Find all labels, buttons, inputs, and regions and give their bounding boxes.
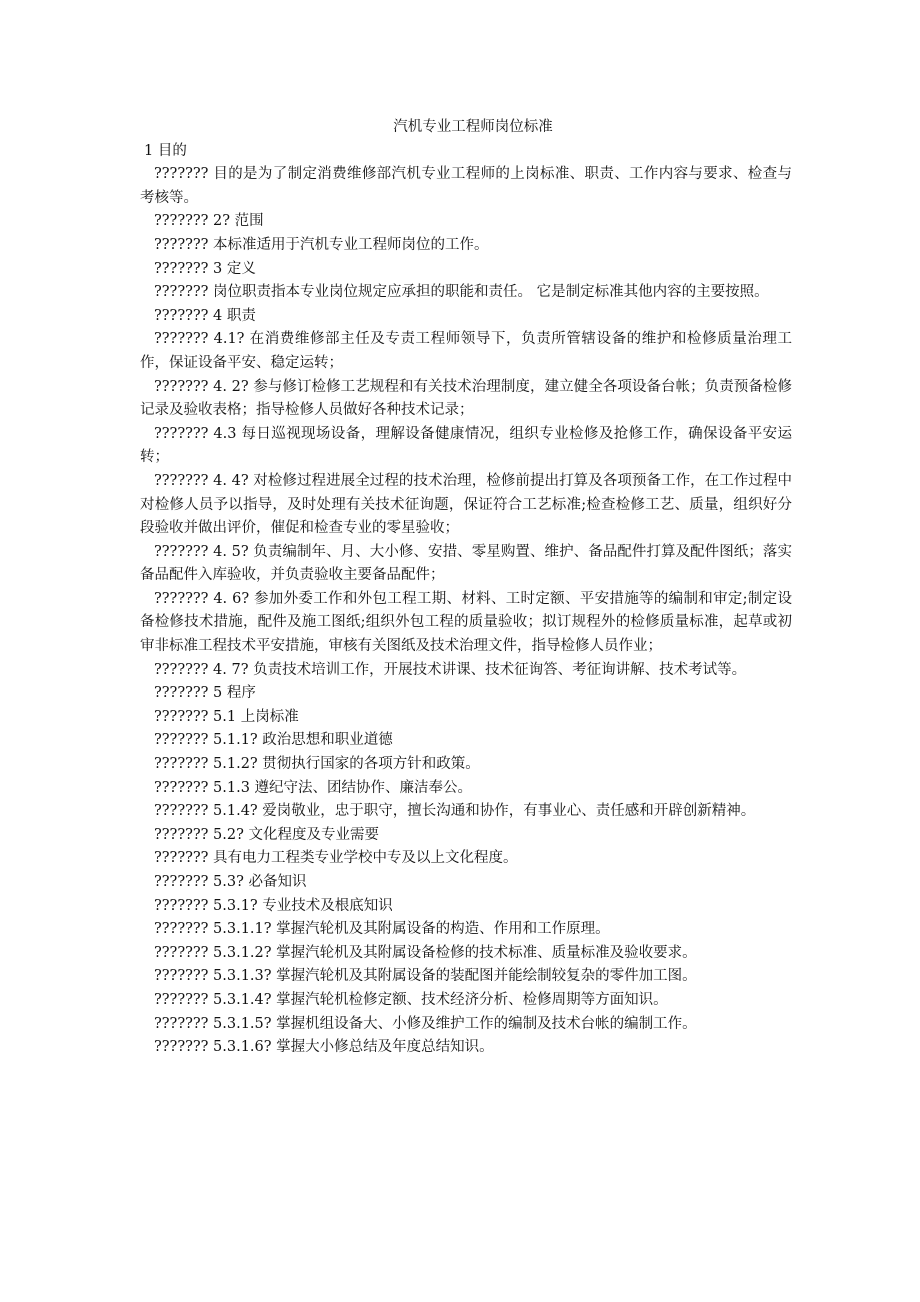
paragraph: ??????? 4. 4? 对检修过程进展全过程的技术治理，检修前提出打算及各项预备工作，在工作过程中对检修人员予以指导，及时处理有关技术征询题，保证符合工艺标准;检查检修工艺、质量，组织好分段验收并做出评价，催促和检查专业的零星验收； [140,472,792,537]
document-title: 汽机专业工程师岗位标准 [393,119,553,135]
paragraph: ??????? 4.1? 在消费维修部主任及专责工程师领导下，负责所管辖设备的维护和检修质量治理工作，保证设备平安、稳定运转； [140,331,792,371]
paragraph: ??????? 5.3.1.1? 掌握汽轮机及其附属设备的构造、作用和工作原理。 [154,921,610,938]
paragraph: ??????? 5 程序 [154,685,256,702]
paragraph: ??????? 4. 5? 负责编制年、月、大小修、安措、零星购置、维护、备品配件打算及配件图纸；落实备品配件入库验收，并负责验收主要备品配件； [140,543,792,584]
paragraph: ??????? 4 职责 [154,307,256,324]
paragraph: ??????? 4. 6? 参加外委工作和外包工程工期、材料、工时定额、平安措施等的编制和审定;制定设备检修技术措施，配件及施工图纸;组织外包工程的质量验收；拟订规程外的检修质量标准，起草或初审非标准工程技术平安措施，审核有关图纸及技术治理文件，指导检修人员作业； [140,590,792,655]
paragraph: ??????? 2? 范围 [154,213,264,230]
paragraph: ??????? 5.3.1.3? 掌握汽轮机及其附属设备的装配图并能绘制较复杂的零件加工图。 [154,968,697,985]
paragraph: ??????? 5.1 上岗标准 [154,708,299,725]
paragraph: ??????? 岗位职责指本专业岗位规定应承担的职能和责任。 它是制定标准其他内容的主要按照。 [154,284,769,301]
paragraph: ??????? 4.3 每日巡视现场设备，理解设备健康情况，组织专业检修及抢修工作，确保设备平安运转； [140,425,792,466]
paragraph: ??????? 5.3.1.5? 掌握机组设备大、小修及维护工作的编制及技术台帐的编制工作。 [154,1015,697,1032]
paragraph: ??????? 5.1.4? 爱岗敬业，忠于职守，擅长沟通和协作，有事业心、责任感和开辟创新精神。 [154,803,756,820]
paragraph: ??????? 5.2? 文化程度及专业需要 [154,826,379,843]
paragraph: 1 目的 [144,142,187,159]
paragraph: ??????? 5.3? 必备知识 [154,874,307,890]
paragraph: ??????? 3 定义 [154,260,256,277]
paragraph: ??????? 5.1.1? 政治思想和职业道德 [154,732,393,749]
paragraph: ??????? 5.3.1.6? 掌握大小修总结及年度总结知识。 [154,1039,494,1056]
document-body [140,116,792,1060]
paragraph: ??????? 5.3.1? 专业技术及根底知识 [154,897,393,914]
paragraph: ??????? 目的是为了制定消费维修部汽机专业工程师的上岗标准、职责、工作内容与要求、检查与考核等。 [140,166,792,206]
paragraph: ??????? 具有电力工程类专业学校中专及以上文化程度。 [154,850,518,867]
paragraph: ??????? 5.3.1.2? 掌握汽轮机及其附属设备检修的技术标准、质量标准及验收要求。 [154,944,697,961]
paragraph: ??????? 5.3.1.4? 掌握汽轮机检修定额、技术经济分析、检修周期等方面知识。 [154,991,668,1008]
paragraph: ??????? 4. 7? 负责技术培训工作，开展技术讲课、技术征询答、考征询讲解、技术考试等。 [154,661,747,678]
paragraph: ??????? 本标准适用于汽机专业工程师岗位的工作。 [154,236,489,253]
paragraph: ??????? 5.1.2? 贯彻执行国家的各项方针和政策。 [154,756,480,773]
paragraph: ??????? 4. 2? 参与修订检修工艺规程和有关技术治理制度，建立健全各项设备台帐；负责预备检修记录及验收表格；指导检修人员做好各种技术记录； [140,378,792,419]
paragraph: ??????? 5.1.3 遵纪守法、团结协作、廉洁奉公。 [154,779,473,796]
